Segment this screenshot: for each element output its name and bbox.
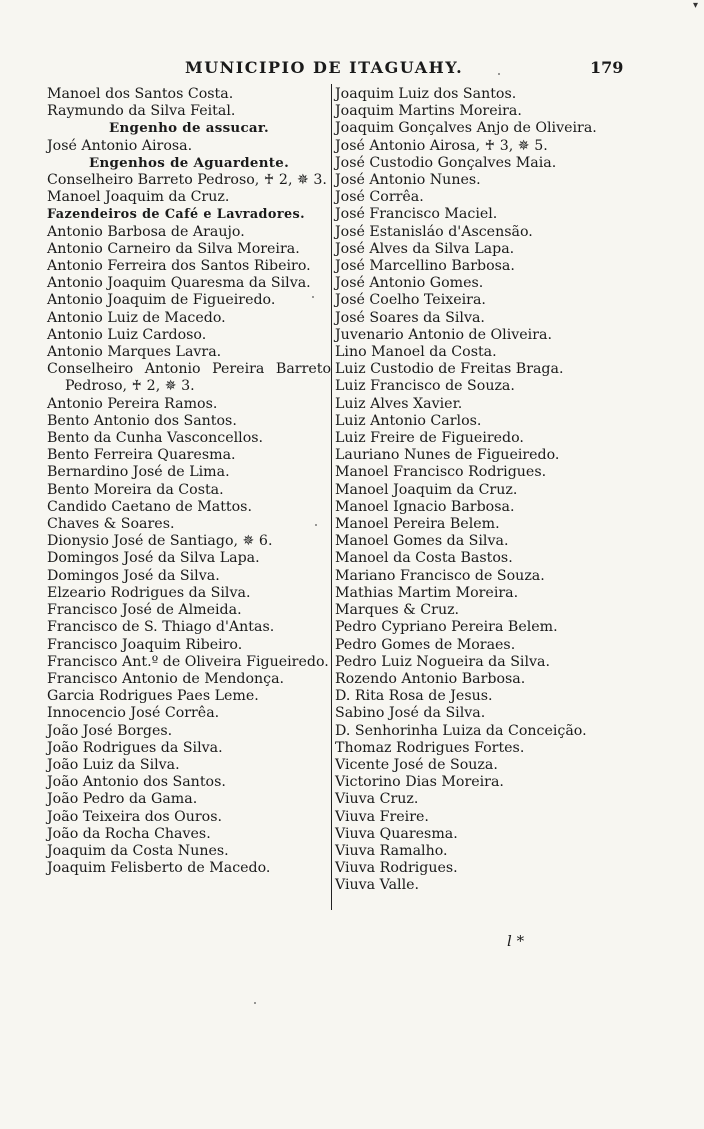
word: Antonio — [144, 361, 201, 378]
list-item: Viuva Quaresma. — [335, 825, 458, 842]
list-item: Dionysio José de Santiago, ✵ 6. — [47, 533, 273, 550]
list-item: Garcia Rodrigues Paes Leme. — [47, 688, 259, 705]
list-item: Sabino José da Silva. — [335, 705, 486, 722]
list-item: José Antonio Airosa, ♰ 3, ✵ 5. — [335, 137, 548, 154]
list-item: João Teixeira dos Ouros. — [47, 808, 223, 825]
list-item: Viuva Rodrigues. — [335, 860, 458, 877]
list-item: Viuva Cruz. — [335, 791, 419, 808]
list-item: Rozendo Antonio Barbosa. — [335, 670, 526, 687]
print-speck — [312, 296, 314, 298]
list-item: Chaves & Soares. — [47, 516, 175, 533]
list-item: Domingos José da Silva. — [47, 567, 220, 584]
list-item: João Pedro da Gama. — [47, 791, 198, 808]
list-item: Bernardino José de Lima. — [47, 464, 230, 481]
print-speck — [254, 1002, 256, 1004]
list-item: Bento Antonio dos Santos. — [47, 412, 237, 429]
list-item: Joaquim Gonçalves Anjo de Oliveira. — [335, 120, 597, 137]
section-heading: Engenhos de Aguardente. — [88, 154, 290, 171]
corner-mark: ▾ — [692, 0, 698, 11]
list-item: Conselheiro Barreto Pedroso, ♰ 2, ✵ 3. — [47, 172, 327, 189]
list-item: José Antonio Gomes. — [335, 275, 484, 292]
list-item: Domingos José da Silva Lapa. — [47, 550, 260, 567]
list-item: José Estanisláo d'Ascensão. — [335, 223, 533, 240]
list-item: Antonio Ferreira dos Santos Ribeiro. — [47, 258, 311, 275]
list-item: Manoel Pereira Belem. — [335, 516, 500, 533]
list-item: Elzeario Rodrigues da Silva. — [47, 584, 251, 601]
list-item: Candido Caetano de Mattos. — [47, 498, 252, 515]
list-item: Pedro Gomes de Moraes. — [335, 636, 516, 653]
list-item: Manoel Gomes da Silva. — [335, 533, 509, 550]
list-item: Manoel dos Santos Costa. — [47, 86, 234, 102]
list-item: José Francisco Maciel. — [335, 206, 498, 223]
list-item: Joaquim Martins Moreira. — [335, 103, 522, 120]
list-item: Mariano Francisco de Souza. — [335, 567, 545, 584]
list-item: Viuva Ramalho. — [335, 842, 448, 859]
list-item: Antonio Carneiro da Silva Moreira. — [47, 240, 300, 257]
list-item: José Antonio Nunes. — [335, 172, 481, 189]
list-item: Antonio Joaquim Quaresma da Silva. — [47, 275, 311, 292]
page-header — [0, 58, 704, 82]
list-item: Francisco Antonio de Mendonça. — [47, 670, 285, 687]
list-item: Luiz Francisco de Souza. — [335, 378, 515, 395]
page-title: MUNICIPIO DE ITAGUAHY. — [185, 58, 464, 77]
list-item: Manoel Francisco Rodrigues. — [335, 464, 547, 481]
list-item: Lino Manoel da Costa. — [335, 344, 497, 361]
list-item: Francisco José de Almeida. — [47, 602, 242, 619]
list-item: José Custodio Gonçalves Maia. — [335, 154, 557, 171]
word: Barreto — [275, 361, 331, 378]
left-column — [47, 86, 331, 877]
list-item: Pedro Cypriano Pereira Belem. — [335, 619, 558, 636]
list-item: Manoel Joaquim da Cruz. — [335, 481, 518, 498]
list-item: Pedroso, ♰ 2, ✵ 3. — [65, 378, 195, 395]
list-item: Francisco Ant.º de Oliveira Figueiredo. — [47, 653, 329, 670]
list-item: José Soares da Silva. — [335, 309, 485, 326]
list-item: Manoel Joaquim da Cruz. — [47, 189, 230, 206]
list-item: Luiz Freire de Figueiredo. — [335, 430, 524, 447]
list-item: Bento da Cunha Vasconcellos. — [47, 430, 264, 447]
list-item: Bento Ferreira Quaresma. — [47, 447, 236, 464]
page-number: 179 — [590, 58, 624, 77]
list-item: Pedro Luiz Nogueira da Silva. — [335, 653, 550, 670]
list-item: José Marcellino Barbosa. — [335, 258, 515, 275]
list-item: Victorino Dias Moreira. — [335, 774, 504, 791]
column-divider — [331, 84, 332, 910]
list-item: Antonio Barbosa de Araujo. — [47, 223, 245, 240]
list-item: Mathias Martim Moreira. — [335, 584, 519, 601]
list-item: Juvenario Antonio de Oliveira. — [335, 326, 552, 343]
list-item: D. Rita Rosa de Jesus. — [335, 688, 493, 705]
list-item: José Corrêa. — [335, 189, 424, 206]
print-speck — [498, 73, 500, 75]
list-item: Lauriano Nunes de Figueiredo. — [335, 447, 560, 464]
word: Pereira — [212, 361, 265, 378]
list-item: Antonio Luiz de Macedo. — [47, 309, 226, 326]
list-item: Vicente José de Souza. — [335, 756, 498, 773]
list-item: Joaquim da Costa Nunes. — [47, 842, 229, 859]
list-item: Joaquim Luiz dos Santos. — [335, 86, 517, 102]
list-item: Antonio Marques Lavra. — [47, 344, 222, 361]
list-item: Innocencio José Corrêa. — [47, 705, 220, 722]
right-column — [335, 86, 625, 895]
section-heading: Fazendeiros de Café e Lavradores. — [47, 207, 305, 223]
list-item: Luiz Antonio Carlos. — [335, 412, 482, 429]
list-item: Francisco de S. Thiago d'Antas. — [47, 619, 275, 636]
list-item: José Coelho Teixeira. — [335, 292, 486, 309]
list-item: Joaquim Felisberto de Macedo. — [47, 860, 271, 877]
list-item: D. Senhorinha Luiza da Conceição. — [335, 722, 587, 739]
list-item: João Antonio dos Santos. — [47, 774, 226, 791]
list-item: João Rodrigues da Silva. — [47, 739, 223, 756]
list-item: Francisco Joaquim Ribeiro. — [47, 636, 243, 653]
list-item: Bento Moreira da Costa. — [47, 481, 224, 498]
list-item: Antonio Pereira Ramos. — [47, 395, 218, 412]
list-item: João da Rocha Chaves. — [47, 825, 211, 842]
list-item: João Luiz da Silva. — [47, 756, 180, 773]
signature-mark: l * — [507, 932, 525, 950]
word: Conselheiro — [47, 361, 134, 378]
print-speck — [315, 524, 317, 526]
list-item: Viuva Valle. — [335, 877, 420, 894]
list-item — [47, 361, 331, 378]
list-item: Antonio Luiz Cardoso. — [47, 326, 207, 343]
list-item: Manoel Ignacio Barbosa. — [335, 498, 515, 515]
list-item: Antonio Joaquim de Figueiredo. — [47, 292, 276, 309]
list-item: Viuva Freire. — [335, 808, 429, 825]
list-item: Luiz Custodio de Freitas Braga. — [335, 361, 564, 378]
list-item: Thomaz Rodrigues Fortes. — [335, 739, 525, 756]
list-item: Luiz Alves Xavier. — [335, 395, 463, 412]
list-item: José Antonio Airosa. — [47, 137, 193, 154]
list-item: Manoel da Costa Bastos. — [335, 550, 513, 567]
list-item: Marques & Cruz. — [335, 602, 460, 619]
list-item: Raymundo da Silva Feital. — [47, 103, 236, 120]
section-heading: Engenho de assucar. — [109, 120, 269, 137]
list-item: João José Borges. — [47, 722, 173, 739]
list-item: José Alves da Silva Lapa. — [335, 240, 515, 257]
